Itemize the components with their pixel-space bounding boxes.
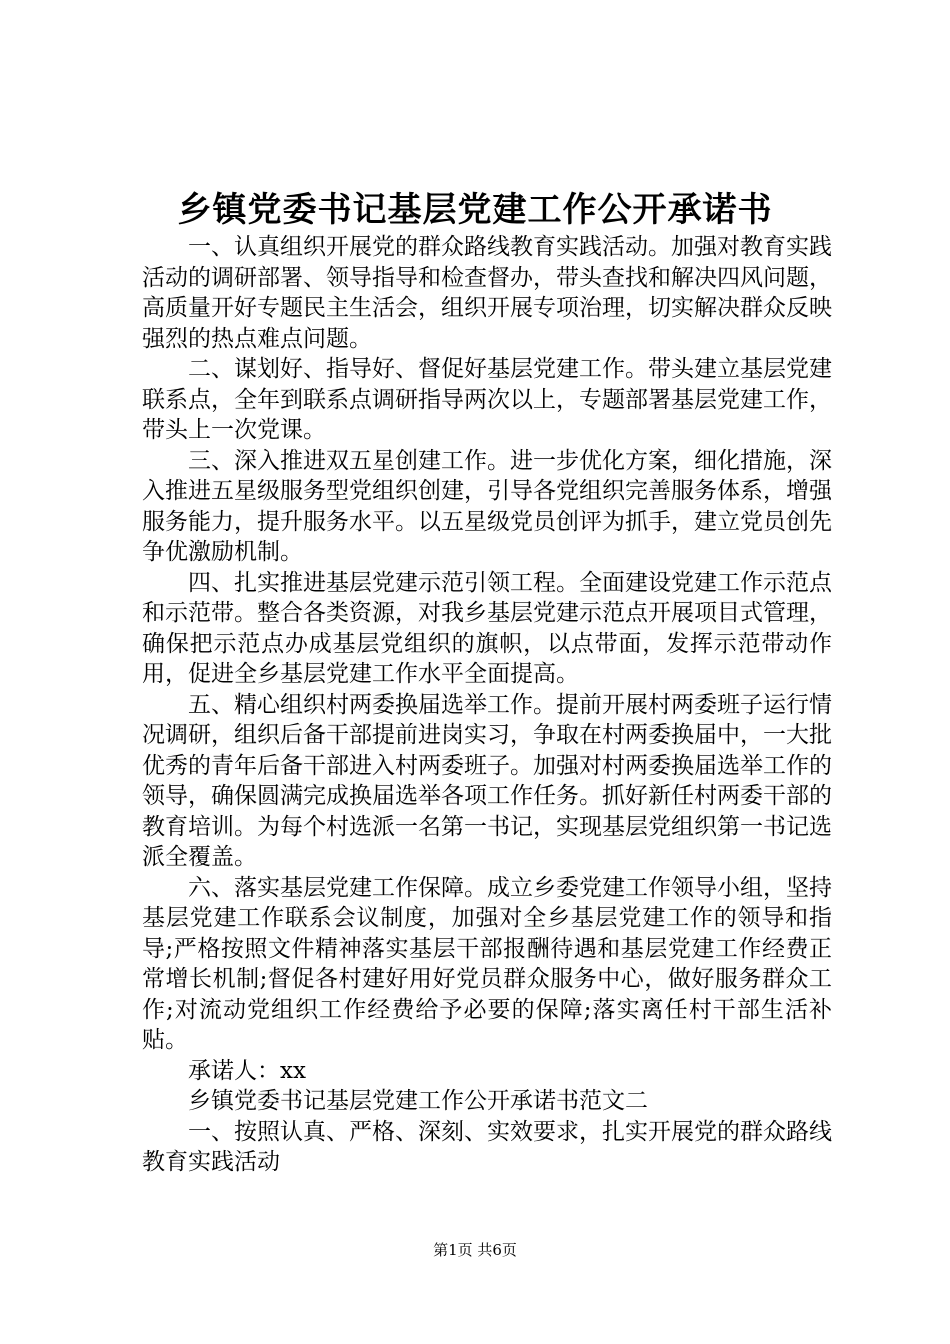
section-heading: 乡镇党委书记基层党建工作公开承诺书范文二	[188, 1088, 648, 1114]
paragraph-2: 二、谋划好、指导好、督促好基层党建工作。带头建立基层党建联系点，全年到联系点调研指导两次以上，专题部署基层党建工作，带头上一次党课。	[142, 356, 832, 443]
paragraph-5: 五、精心组织村两委换届选举工作。提前开展村两委班子运行情况调研，组织后备干部提前进岗实习，争取在村两委换届中，一大批优秀的青年后备干部进入村两委班子。加强对村两委换届选举工作的领导，确保圆满完成换届选举各项工作任务。抓好新任村两委干部的教育培训。为每个村选派一名第一书记，实现基层党组织第一书记选派全覆盖。	[142, 691, 832, 870]
document-title: 乡镇党委书记基层党建工作公开承诺书	[177, 190, 773, 230]
page-number-footer: 第1页 共6页	[433, 1241, 517, 1259]
paragraph-3: 三、深入推进双五星创建工作。进一步优化方案，细化措施，深入推进五星级服务型党组织创建，引导各党组织完善服务体系，增强服务能力，提升服务水平。以五星级党员创评为抓手，建立党员创先争优激励机制。	[142, 447, 832, 565]
signatory-line: 承诺人：xx	[188, 1057, 306, 1084]
paragraph-4: 四、扎实推进基层党建示范引领工程。全面建设党建工作示范点和示范带。整合各类资源，对我乡基层党建示范点开展项目式管理，确保把示范点办成基层党组织的旗帜，以点带面，发挥示范带动作用，促进全乡基层党建工作水平全面提高。	[142, 569, 832, 687]
paragraph-1: 一、认真组织开展党的群众路线教育实践活动。加强对教育实践活动的调研部署、领导指导和检查督办，带头查找和解决四风问题，高质量开好专题民主生活会，组织开展专项治理，切实解决群众反映强烈的热点难点问题。	[142, 234, 832, 352]
paragraph-6: 六、落实基层党建工作保障。成立乡委党建工作领导小组，坚持基层党建工作联系会议制度，加强对全乡基层党建工作的领导和指导;严格按照文件精神落实基层干部报酬待遇和基层党建工作经费正常增长机制;督促各村建好用好党员群众服务中心，做好服务群众工作;对流动党组织工作经费给予必要的保障;落实离任村干部生活补贴。	[142, 874, 832, 1053]
document-body	[142, 232, 832, 1178]
paragraph-7: 一、按照认真、严格、深刻、实效要求，扎实开展党的群众路线教育实践活动	[142, 1118, 832, 1175]
